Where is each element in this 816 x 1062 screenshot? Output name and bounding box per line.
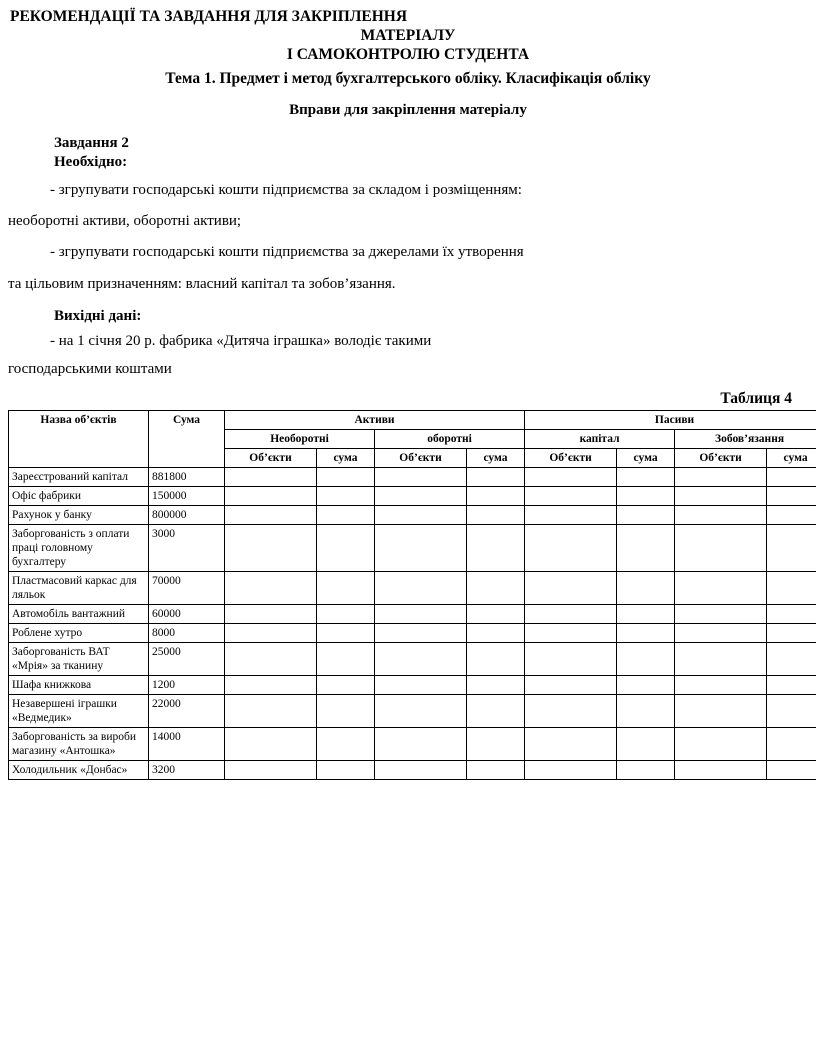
cell-current-amount[interactable] <box>467 675 525 694</box>
table-row <box>9 604 816 623</box>
cell-sum: 150000 <box>149 486 225 505</box>
table-caption: Таблиця 4 <box>720 389 792 407</box>
header-amount-1: сума <box>317 448 375 467</box>
table-header-row-1 <box>9 410 816 429</box>
header-amount-3: сума <box>617 448 675 467</box>
cell-object-name: Роблене хутро <box>9 623 149 642</box>
cell-obligation-object[interactable] <box>675 486 767 505</box>
cell-capital-object[interactable] <box>525 675 617 694</box>
cell-obligation-amount[interactable] <box>767 694 816 727</box>
cell-current-object[interactable] <box>375 675 467 694</box>
cell-object-name: Автомобіль вантажний <box>9 604 149 623</box>
cell-current-amount[interactable] <box>467 760 525 779</box>
cell-sum: 3000 <box>149 524 225 571</box>
cell-obligation-object[interactable] <box>675 604 767 623</box>
cell-noncurrent-object[interactable] <box>225 642 317 675</box>
initial-data-line-2: господарськими коштами <box>8 361 172 378</box>
cell-obligation-object[interactable] <box>675 505 767 524</box>
cell-capital-amount[interactable] <box>617 623 675 642</box>
table-row <box>9 642 816 675</box>
cell-noncurrent-object[interactable] <box>225 524 317 571</box>
cell-object-name: Незавершені іграшки «Ведмедик» <box>9 694 149 727</box>
cell-current-object[interactable] <box>375 571 467 604</box>
cell-current-amount[interactable] <box>467 467 525 486</box>
table-row <box>9 467 816 486</box>
cell-obligation-object[interactable] <box>675 760 767 779</box>
header-objects-3: Об’єкти <box>525 448 617 467</box>
cell-sum: 800000 <box>149 505 225 524</box>
cell-obligation-amount[interactable] <box>767 486 816 505</box>
cell-obligation-amount[interactable] <box>767 604 816 623</box>
cell-sum: 8000 <box>149 623 225 642</box>
cell-current-object[interactable] <box>375 642 467 675</box>
header-amount-2: сума <box>467 448 525 467</box>
cell-noncurrent-object[interactable] <box>225 760 317 779</box>
cell-capital-amount[interactable] <box>617 760 675 779</box>
cell-sum: 881800 <box>149 467 225 486</box>
cell-obligation-object[interactable] <box>675 524 767 571</box>
title-line-1: РЕКОМЕНДАЦІЇ ТА ЗАВДАННЯ ДЛЯ ЗАКРІПЛЕННЯ <box>10 8 408 25</box>
header-assets-noncurrent: Необоротні <box>225 429 375 448</box>
cell-capital-object[interactable] <box>525 623 617 642</box>
cell-noncurrent-object[interactable] <box>225 623 317 642</box>
cell-noncurrent-amount[interactable] <box>317 571 375 604</box>
cell-capital-amount[interactable] <box>617 642 675 675</box>
cell-object-name: Зареєстрований капітал <box>9 467 149 486</box>
cell-noncurrent-amount[interactable] <box>317 727 375 760</box>
cell-object-name: Заборгованість за вироби магазину «Антошка» <box>9 727 149 760</box>
cell-capital-amount[interactable] <box>617 571 675 604</box>
cell-obligation-amount[interactable] <box>767 642 816 675</box>
cell-current-amount[interactable] <box>467 694 525 727</box>
cell-current-object[interactable] <box>375 694 467 727</box>
task-bullet-2: - згрупувати господарські кошти підприємства за джерелами їх утворення <box>50 244 524 261</box>
cell-capital-amount[interactable] <box>617 467 675 486</box>
topic-heading: Тема 1. Предмет і метод бухгалтерського обліку. Класифікація обліку <box>165 69 651 87</box>
cell-noncurrent-amount[interactable] <box>317 524 375 571</box>
cell-current-amount[interactable] <box>467 505 525 524</box>
initial-data-title: Вихідні дані: <box>54 307 142 324</box>
cell-obligation-amount[interactable] <box>767 623 816 642</box>
cell-obligation-object[interactable] <box>675 727 767 760</box>
cell-noncurrent-amount[interactable] <box>317 642 375 675</box>
cell-sum: 22000 <box>149 694 225 727</box>
cell-current-amount[interactable] <box>467 571 525 604</box>
task-bullet-1-continuation: необоротні активи, оборотні активи; <box>8 213 242 230</box>
cell-sum: 70000 <box>149 571 225 604</box>
task-need-label: Необхідно: <box>54 153 128 170</box>
cell-sum: 60000 <box>149 604 225 623</box>
task-bullet-1: - згрупувати господарські кошти підприємства за складом і розміщенням: <box>50 181 522 198</box>
exercises-heading: Вправи для закріплення матеріалу <box>289 101 527 118</box>
cell-obligation-amount[interactable] <box>767 675 816 694</box>
header-name: Назва об’єктів <box>9 410 149 467</box>
cell-obligation-amount[interactable] <box>767 467 816 486</box>
cell-noncurrent-amount[interactable] <box>317 486 375 505</box>
title-line-2: МАТЕРІАЛУ <box>360 26 456 44</box>
assets-liabilities-table <box>8 410 816 780</box>
table-row <box>9 486 816 505</box>
cell-capital-amount[interactable] <box>617 604 675 623</box>
cell-capital-object[interactable] <box>525 571 617 604</box>
cell-current-amount[interactable] <box>467 486 525 505</box>
cell-capital-amount[interactable] <box>617 694 675 727</box>
cell-current-amount[interactable] <box>467 727 525 760</box>
cell-noncurrent-amount[interactable] <box>317 467 375 486</box>
initial-data-line-1 <box>8 329 808 353</box>
cell-obligation-amount[interactable] <box>767 524 816 571</box>
cell-sum: 3200 <box>149 760 225 779</box>
cell-noncurrent-object[interactable] <box>225 727 317 760</box>
cell-current-object[interactable] <box>375 760 467 779</box>
cell-current-object[interactable] <box>375 505 467 524</box>
cell-obligation-object[interactable] <box>675 571 767 604</box>
initial-data-line-1-text: - на 1 січня 20 р. фабрика «Дитяча іграшка» володіє такими <box>50 332 432 349</box>
cell-obligation-object[interactable] <box>675 467 767 486</box>
table-row <box>9 727 816 760</box>
document-title <box>8 8 808 65</box>
cell-noncurrent-object[interactable] <box>225 486 317 505</box>
cell-noncurrent-amount[interactable] <box>317 694 375 727</box>
cell-capital-object[interactable] <box>525 486 617 505</box>
cell-obligation-object[interactable] <box>675 694 767 727</box>
cell-object-name: Пластмасовий каркас для ляльок <box>9 571 149 604</box>
task-title: Завдання 2 <box>54 134 129 151</box>
cell-current-object[interactable] <box>375 727 467 760</box>
cell-capital-object[interactable] <box>525 604 617 623</box>
cell-current-amount[interactable] <box>467 524 525 571</box>
title-line-3: І САМОКОНТРОЛЮ СТУДЕНТА <box>286 45 530 63</box>
cell-noncurrent-object[interactable] <box>225 571 317 604</box>
table-row <box>9 623 816 642</box>
cell-capital-object[interactable] <box>525 727 617 760</box>
cell-obligation-amount[interactable] <box>767 727 816 760</box>
cell-noncurrent-object[interactable] <box>225 505 317 524</box>
cell-object-name: Офіс фабрики <box>9 486 149 505</box>
cell-noncurrent-amount[interactable] <box>317 505 375 524</box>
cell-object-name: Холодильник «Донбас» <box>9 760 149 779</box>
header-objects-1: Об’єкти <box>225 448 317 467</box>
table-row <box>9 571 816 604</box>
cell-capital-object[interactable] <box>525 467 617 486</box>
task-bullet-2-continuation: та цільовим призначенням: власний капітал та зобов’язання. <box>8 275 396 292</box>
cell-current-amount[interactable] <box>467 642 525 675</box>
cell-obligation-object[interactable] <box>675 623 767 642</box>
cell-capital-object[interactable] <box>525 694 617 727</box>
cell-capital-amount[interactable] <box>617 675 675 694</box>
header-assets-current: оборотні <box>375 429 525 448</box>
cell-current-amount[interactable] <box>467 604 525 623</box>
header-sum: Сума <box>149 410 225 467</box>
header-assets: Активи <box>225 410 525 429</box>
cell-object-name: Шафа книжкова <box>9 675 149 694</box>
cell-capital-object[interactable] <box>525 760 617 779</box>
cell-sum: 25000 <box>149 642 225 675</box>
cell-obligation-amount[interactable] <box>767 760 816 779</box>
table-row <box>9 505 816 524</box>
cell-current-object[interactable] <box>375 467 467 486</box>
cell-noncurrent-object[interactable] <box>225 694 317 727</box>
table-row <box>9 675 816 694</box>
cell-obligation-object[interactable] <box>675 642 767 675</box>
header-amount-4: сума <box>767 448 816 467</box>
cell-noncurrent-amount[interactable] <box>317 623 375 642</box>
header-liabilities: Пасиви <box>525 410 816 429</box>
cell-sum: 1200 <box>149 675 225 694</box>
cell-current-object[interactable] <box>375 524 467 571</box>
cell-sum: 14000 <box>149 727 225 760</box>
cell-noncurrent-object[interactable] <box>225 604 317 623</box>
cell-noncurrent-object[interactable] <box>225 675 317 694</box>
cell-current-object[interactable] <box>375 623 467 642</box>
cell-capital-amount[interactable] <box>617 727 675 760</box>
cell-current-amount[interactable] <box>467 623 525 642</box>
header-liabilities-obligations: Зобов’язання <box>675 429 816 448</box>
header-objects-2: Об’єкти <box>375 448 467 467</box>
cell-capital-amount[interactable] <box>617 505 675 524</box>
table-row <box>9 760 816 779</box>
cell-capital-amount[interactable] <box>617 486 675 505</box>
table-row <box>9 524 816 571</box>
cell-obligation-amount[interactable] <box>767 505 816 524</box>
cell-object-name: Заборгованість ВАТ «Мрія» за тканину <box>9 642 149 675</box>
table-body <box>9 467 816 779</box>
cell-current-object[interactable] <box>375 604 467 623</box>
cell-noncurrent-amount[interactable] <box>317 604 375 623</box>
cell-object-name: Рахунок у банку <box>9 505 149 524</box>
header-objects-4: Об’єкти <box>675 448 767 467</box>
cell-capital-object[interactable] <box>525 642 617 675</box>
cell-object-name: Заборгованість з оплати праці головному бухгалтеру <box>9 524 149 571</box>
cell-noncurrent-amount[interactable] <box>317 675 375 694</box>
cell-capital-object[interactable] <box>525 524 617 571</box>
cell-current-object[interactable] <box>375 486 467 505</box>
cell-noncurrent-amount[interactable] <box>317 760 375 779</box>
cell-capital-amount[interactable] <box>617 524 675 571</box>
cell-obligation-object[interactable] <box>675 675 767 694</box>
cell-obligation-amount[interactable] <box>767 571 816 604</box>
cell-capital-object[interactable] <box>525 505 617 524</box>
cell-noncurrent-object[interactable] <box>225 467 317 486</box>
table-row <box>9 694 816 727</box>
header-liabilities-capital: капітал <box>525 429 675 448</box>
